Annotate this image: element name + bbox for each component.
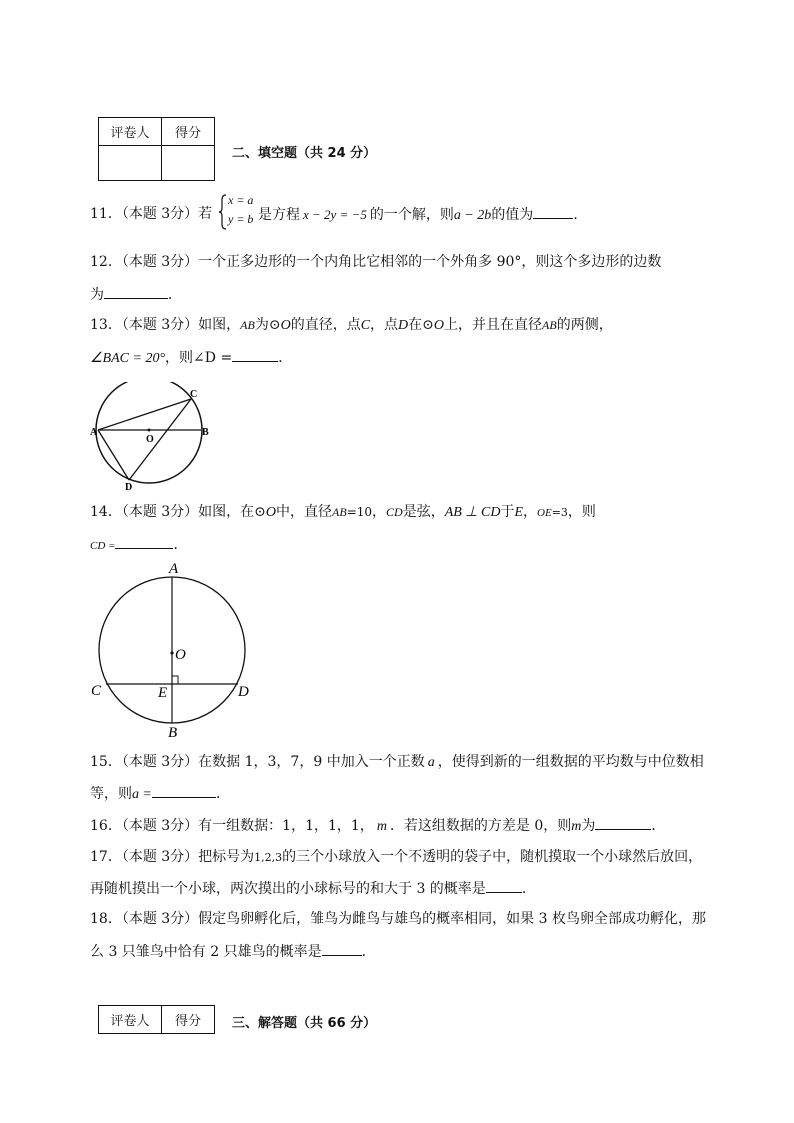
q14-e: E bbox=[514, 505, 524, 520]
q13-chord-cd bbox=[129, 399, 191, 480]
q14-label-d: D bbox=[238, 684, 249, 700]
q13-ab: AB bbox=[240, 318, 255, 332]
q14-ab: AB bbox=[332, 505, 347, 519]
q14-t5: ， bbox=[523, 504, 538, 520]
q14-o: O bbox=[265, 505, 277, 520]
question-16 bbox=[90, 815, 665, 837]
q13-answer-blank[interactable] bbox=[232, 347, 278, 362]
q16-tail: 为 bbox=[581, 818, 596, 834]
q11-mid: 是方程 bbox=[258, 207, 300, 223]
q13-circle-figure bbox=[88, 382, 218, 492]
q18-line2-text: 么 3 只雏鸟中恰有 2 只雄鸟的概率是 bbox=[90, 944, 322, 960]
q17-line2-text: 再随机摸出一个小球，两次摸出的小球标号的和大于 3 的概率是 bbox=[90, 881, 486, 897]
q18-end: ． bbox=[361, 944, 376, 960]
q13-label-c: C bbox=[190, 389, 198, 400]
q13-o2: O bbox=[433, 318, 445, 333]
q11-expr: a − 2b bbox=[453, 208, 492, 223]
q18-line1: 18．（本题 3分）假定鸟卵孵化后，雏鸟为雌鸟与雄鸟的概率相同，如果 3 枚鸟卵全部成功孵化，那 bbox=[90, 911, 706, 927]
q11-end: ． bbox=[573, 207, 588, 223]
q14-label-c: C bbox=[91, 683, 102, 699]
score-table-section3 bbox=[98, 1005, 215, 1034]
grader-header: 评卷人 bbox=[99, 1006, 162, 1034]
q11-tail2: 的值为 bbox=[491, 207, 534, 223]
q14-label-b: B bbox=[168, 725, 178, 741]
q14-answer-blank[interactable] bbox=[115, 534, 173, 549]
q13-label-b: B bbox=[202, 427, 209, 438]
q14-perp: AB ⊥ CD bbox=[444, 505, 501, 520]
grader-cell bbox=[99, 146, 162, 181]
q15-end: ． bbox=[215, 786, 230, 802]
q14-end: ． bbox=[173, 537, 188, 553]
q12-line2-prefix: 为 bbox=[90, 287, 104, 303]
q14-label-e: E bbox=[158, 685, 168, 701]
q16-m2: m bbox=[571, 819, 582, 834]
q13-c: C bbox=[360, 318, 371, 333]
q14-label-a: A bbox=[169, 561, 179, 577]
q15-answer-blank[interactable] bbox=[152, 783, 216, 798]
q14-t2: ， bbox=[372, 504, 387, 520]
q15-var: a = bbox=[132, 787, 152, 802]
q17-answer-blank[interactable] bbox=[486, 878, 522, 893]
q13-label-d: D bbox=[125, 482, 133, 492]
q13-label-a: A bbox=[90, 427, 98, 438]
q17-end: ． bbox=[521, 881, 536, 897]
q12-line2 bbox=[90, 284, 182, 305]
q13-t5: 上，并且在直径 bbox=[444, 317, 543, 333]
q17-line1 bbox=[90, 847, 702, 868]
q11-tail1: 的一个解，则 bbox=[369, 207, 454, 223]
section3-title: 三、解答题（共 66 分） bbox=[232, 1016, 377, 1031]
q13-line1 bbox=[90, 315, 613, 336]
q14-right-angle-icon bbox=[172, 676, 178, 684]
q13-prefix: 13．（本题 3分）如图， bbox=[90, 317, 241, 333]
grader-header: 评卷人 bbox=[99, 118, 162, 146]
q17-nums: 1,2,3 bbox=[254, 851, 283, 864]
q13-t6: 的两侧， bbox=[556, 317, 613, 333]
section2-title: 二、填空题（共 24 分） bbox=[232, 146, 377, 161]
q13-d: D bbox=[398, 318, 409, 333]
q14-t1: 中，直径 bbox=[276, 504, 333, 520]
q14-eq2: =3 bbox=[551, 506, 568, 519]
q17-line2 bbox=[90, 878, 536, 899]
q14-cd-eq: CD = bbox=[90, 540, 116, 552]
q11-prefix: 11．（本题 3分）若 bbox=[90, 206, 213, 222]
q14-prefix: 14．（本题 3分）如图，在⊙ bbox=[90, 504, 266, 520]
q13-line2 bbox=[90, 347, 292, 369]
q15-suffix: ，使得到新的一组数据的平均数与中位数相 bbox=[437, 754, 704, 770]
q16-end: ． bbox=[651, 818, 666, 834]
q14-line2 bbox=[90, 534, 187, 556]
q15-line2 bbox=[90, 783, 230, 805]
q13-o: O bbox=[280, 318, 291, 333]
q13-ab2: AB bbox=[542, 318, 557, 332]
q13-line2-mid: ，则∠D = bbox=[165, 350, 233, 366]
q16-answer-blank[interactable] bbox=[595, 815, 651, 830]
q14-t4: 于 bbox=[500, 504, 515, 520]
q11-sys-line2: y = b bbox=[228, 212, 254, 226]
q14-label-o: O bbox=[175, 647, 186, 663]
q14-line1 bbox=[90, 502, 596, 523]
q13-end: ． bbox=[278, 350, 293, 366]
q15-line1 bbox=[90, 752, 704, 773]
q11-answer-blank[interactable] bbox=[533, 204, 573, 219]
q11-equation: x − 2y = −5 bbox=[303, 207, 367, 222]
q16-m: m bbox=[376, 819, 387, 834]
score-cell bbox=[162, 146, 215, 181]
q17-prefix: 17．（本题 3分）把标号为 bbox=[90, 849, 255, 865]
q13-center-dot bbox=[148, 429, 151, 432]
q13-t2: 的直径，点 bbox=[290, 317, 361, 333]
q14-oe: OE bbox=[537, 507, 552, 519]
q13-t1: 为⊙ bbox=[254, 317, 281, 333]
q13-label-o: O bbox=[146, 434, 154, 445]
q15-a: a bbox=[427, 755, 435, 770]
q14-cd: CD bbox=[386, 505, 403, 519]
q18-line2 bbox=[90, 941, 376, 962]
q13-chord-ac bbox=[98, 399, 191, 430]
q13-circle bbox=[96, 382, 202, 483]
q18-answer-blank[interactable] bbox=[322, 941, 362, 956]
score-header: 得分 bbox=[162, 118, 215, 146]
q14-center-dot bbox=[170, 651, 173, 654]
q14-t6: ，则 bbox=[567, 504, 596, 520]
question-11 bbox=[90, 204, 212, 224]
score-table-section2 bbox=[98, 117, 215, 181]
q12-line1: 12．（本题 3分）一个正多边形的一个内角比它相邻的一个外角多 90°，则这个多边形的边数 bbox=[90, 254, 662, 270]
q11-equation-system bbox=[218, 193, 258, 231]
q15-line2-prefix: 等，则 bbox=[90, 786, 132, 802]
q15-prefix: 15．（本题 3分）在数据 1，3，7，9 中加入一个正数 bbox=[90, 754, 425, 770]
q12-answer-blank[interactable] bbox=[104, 284, 168, 299]
q17-suffix: 的三个小球放入一个不透明的袋子中，随机摸取一个小球然后放回， bbox=[282, 849, 703, 865]
q11-rest bbox=[258, 204, 587, 226]
q13-angle: ∠BAC = 20° bbox=[90, 351, 166, 366]
q12-end: ． bbox=[168, 287, 182, 303]
q16-prefix: 16．（本题 3分）有一组数据：1，1，1，1， bbox=[90, 818, 374, 834]
q16-mid: ．若这组数据的方差是 0，则 bbox=[389, 818, 572, 834]
q14-eq1: =10 bbox=[346, 505, 373, 519]
q13-t4: 在⊙ bbox=[408, 317, 434, 333]
q13-t3: ，点 bbox=[370, 317, 399, 333]
q14-t3: 是弦， bbox=[402, 504, 445, 520]
q14-circle-figure bbox=[86, 556, 266, 746]
q11-sys-line1: x = a bbox=[228, 193, 254, 207]
score-header: 得分 bbox=[162, 1006, 215, 1034]
